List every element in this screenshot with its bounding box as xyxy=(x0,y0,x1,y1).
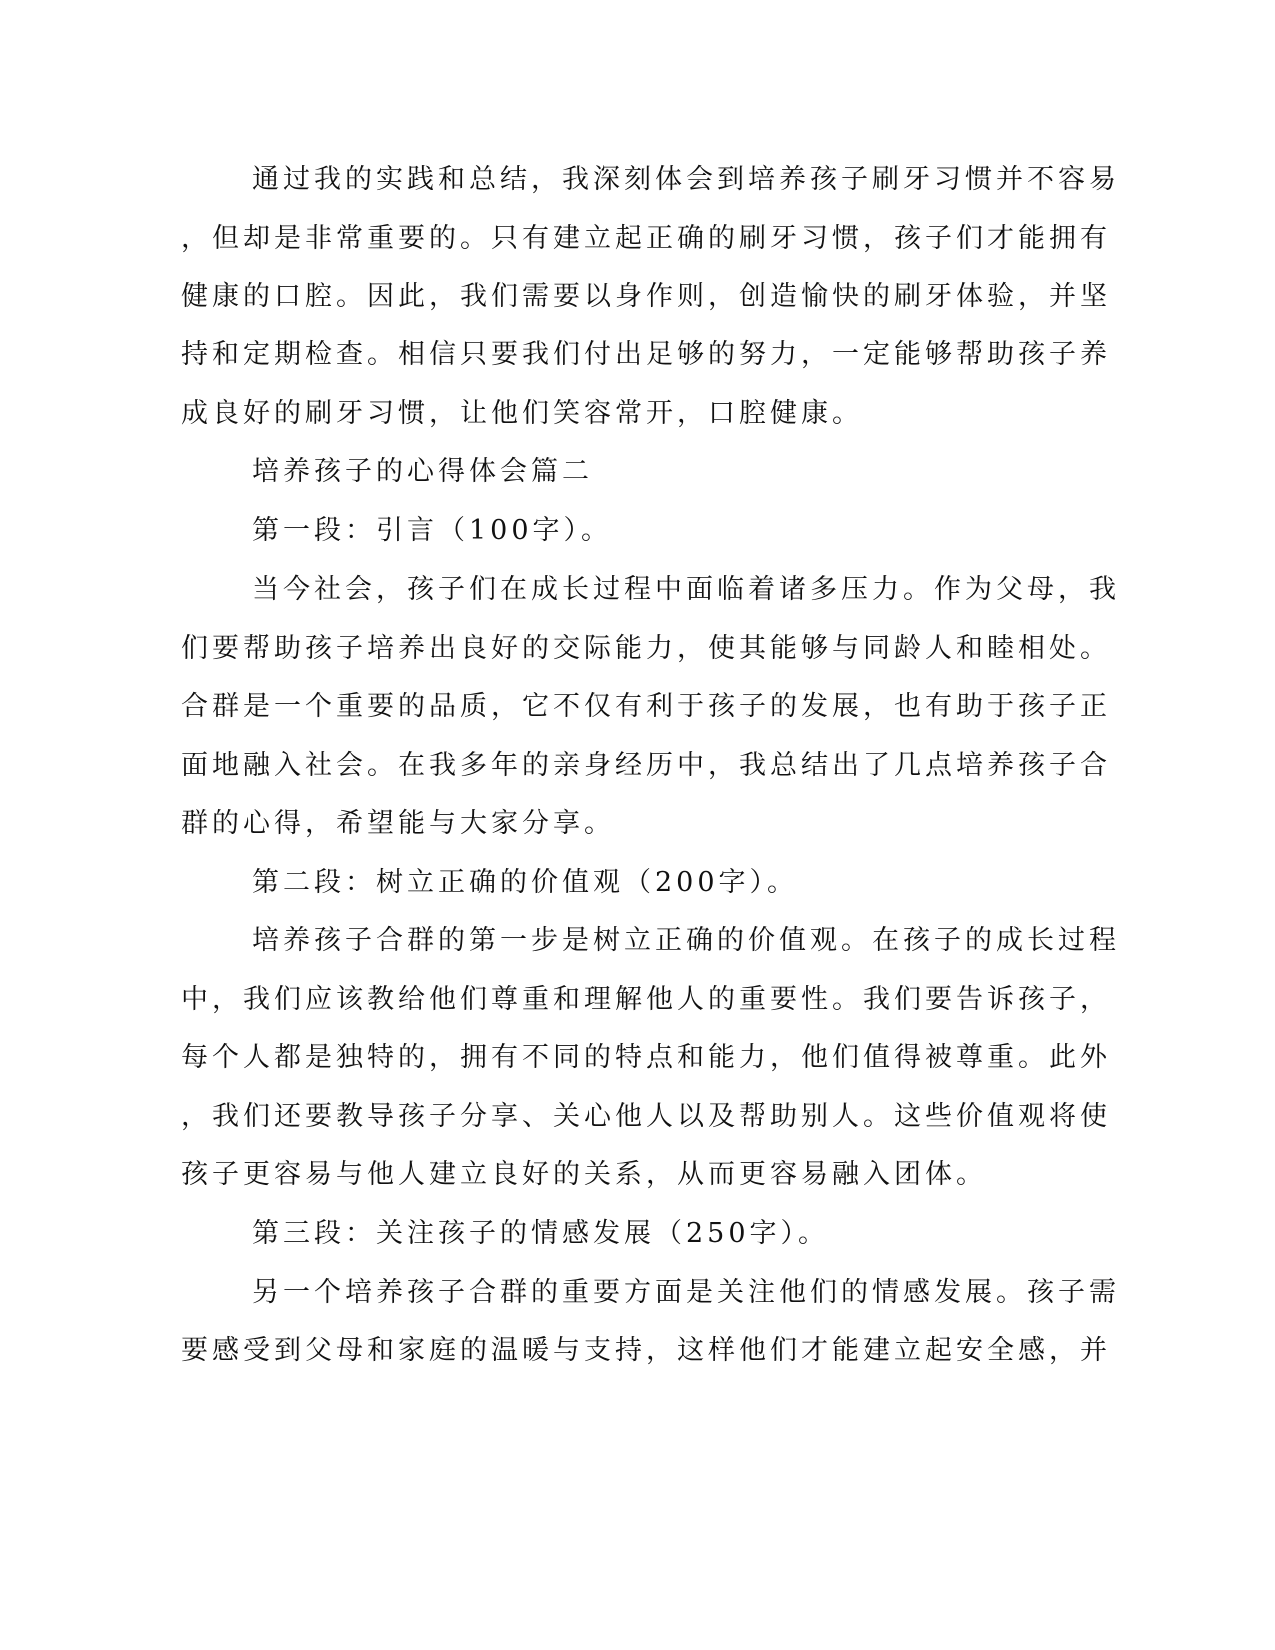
text-line: 孩子更容易与他人建立良好的关系，从而更容易融入团体。 xyxy=(181,1159,987,1190)
text-line: ，我们还要教导孩子分享、关心他人以及帮助别人。这些价值观将使 xyxy=(181,1101,1111,1132)
text-line: ，但却是非常重要的。只有建立起正确的刷牙习惯，孩子们才能拥有 xyxy=(181,223,1111,254)
text-line: 合群是一个重要的品质，它不仅有利于孩子的发展，也有助于孩子正 xyxy=(181,691,1111,722)
text-line: 群的心得，希望能与大家分享。 xyxy=(181,808,615,839)
text-line: 当今社会，孩子们在成长过程中面临着诸多压力。作为父母，我 xyxy=(252,574,1120,605)
text-line: 成良好的刷牙习惯，让他们笑容常开，口腔健康。 xyxy=(181,398,863,429)
text-line: 每个人都是独特的，拥有不同的特点和能力，他们值得被尊重。此外 xyxy=(181,1042,1111,1073)
text-line: 培养孩子合群的第一步是树立正确的价值观。在孩子的成长过程 xyxy=(252,925,1120,956)
text-line: 健康的口腔。因此，我们需要以身作则，创造愉快的刷牙体验，并坚 xyxy=(181,281,1111,312)
text-line: 要感受到父母和家庭的温暖与支持，这样他们才能建立起安全感，并 xyxy=(181,1335,1111,1366)
section-heading: 第一段：引言（100字）。 xyxy=(252,515,613,546)
text-line: 们要帮助孩子培养出良好的交际能力，使其能够与同龄人和睦相处。 xyxy=(181,633,1111,664)
section-title: 培养孩子的心得体会篇二 xyxy=(252,456,593,487)
text-line: 通过我的实践和总结，我深刻体会到培养孩子刷牙习惯并不容易 xyxy=(252,164,1120,195)
section-heading: 第二段：树立正确的价值观（200字）。 xyxy=(252,867,799,898)
text-line: 面地融入社会。在我多年的亲身经历中，我总结出了几点培养孩子合 xyxy=(181,750,1111,781)
section-heading: 第三段：关注孩子的情感发展（250字）。 xyxy=(252,1218,830,1249)
text-line: 另一个培养孩子合群的重要方面是关注他们的情感发展。孩子需 xyxy=(252,1277,1120,1308)
text-line: 中，我们应该教给他们尊重和理解他人的重要性。我们要告诉孩子， xyxy=(181,984,1111,1015)
text-line: 持和定期检查。相信只要我们付出足够的努力，一定能够帮助孩子养 xyxy=(181,339,1111,370)
